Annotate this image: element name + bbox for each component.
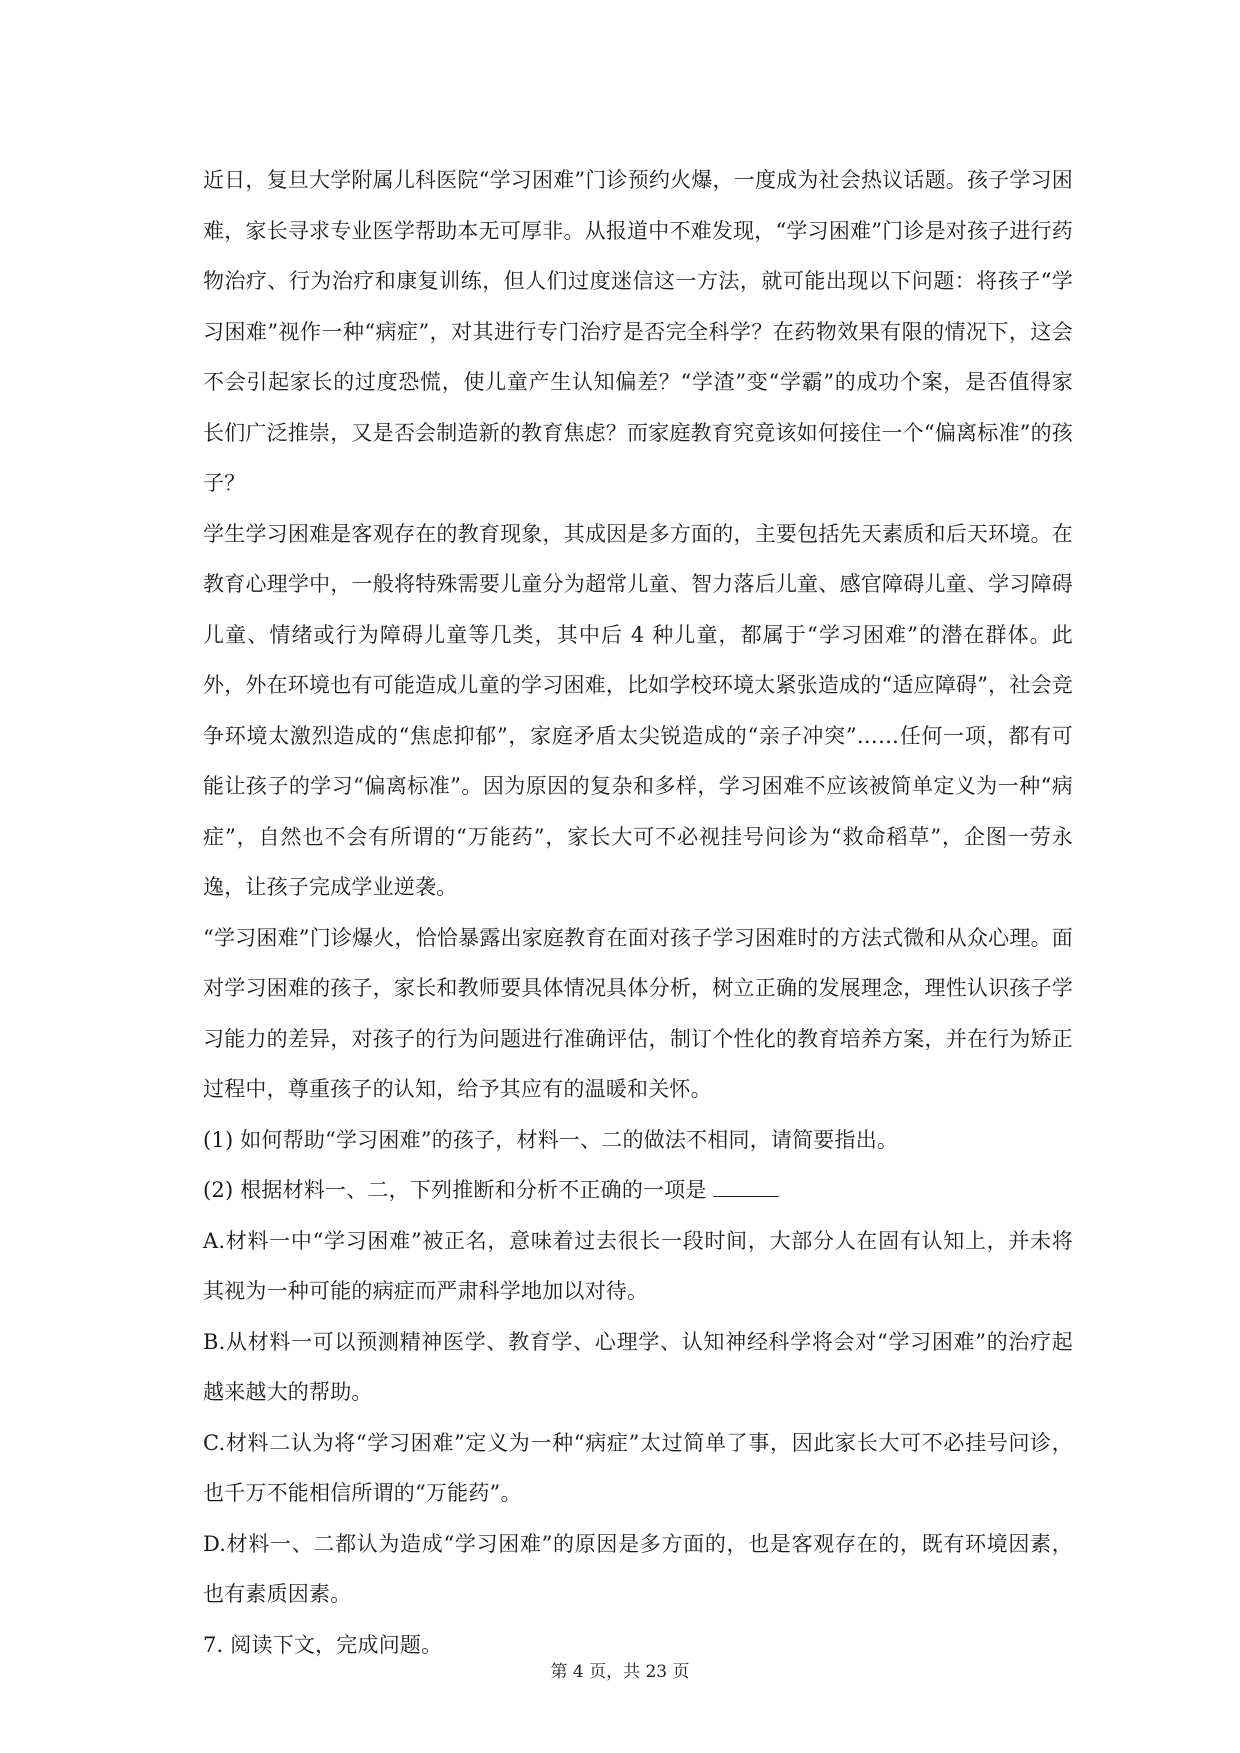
question-2: [203, 1165, 1073, 1216]
paragraph-1: 近日，复旦大学附属儿科医院“学习困难”门诊预约火爆，一度成为社会热议话题。孩子学习困难，家长寻求专业医学帮助本无可厚非。从报道中不难发现，“学习困难”门诊是对孩子进行药物治疗、行为治疗和康复训练，但人们过度迷信这一方法，就可能出现以下问题：将孩子“学习困难”视作一种“病症”，对其进行专门治疗是否完全科学？在药物效果有限的情况下，这会不会引起家长的过度恐慌，使儿童产生认知偏差？“学渣”变“学霸”的成功个案，是否值得家长们广泛推崇，又是否会制造新的教育焦虑？而家庭教育究竟该如何接住一个“偏离标准”的孩子？: [203, 168, 1073, 495]
document-body: [203, 155, 1073, 1670]
option-d: D.材料一、二都认为造成“学习困难”的原因是多方面的，也是客观存在的，既有环境因素，也有素质因素。: [203, 1531, 1073, 1606]
option-a: A.材料一中“学习困难”被正名，意味着过去很长一段时间，大部分人在固有认知上，并未将其视为一种可能的病症而严肃科学地加以对待。: [203, 1228, 1073, 1303]
page-footer: 第 4 页，共 23 页: [550, 1662, 690, 1682]
question-2-text: (2) 根据材料一、二，下列推断和分析不正确的一项是: [203, 1178, 707, 1202]
question-7: 7. 阅读下文，完成问题。: [203, 1632, 443, 1657]
option-c: C.材料二认为将“学习困难”定义为一种“病症”太过简单了事，因此家长大可不必挂号问诊，也千万不能相信所谓的“万能药”。: [203, 1430, 1073, 1505]
option-b: B.从材料一可以预测精神医学、教育学、心理学、认知神经科学将会对“学习困难”的治疗起越来越大的帮助。: [203, 1329, 1073, 1404]
answer-blank: [713, 1176, 779, 1197]
paragraph-2: 学生学习困难是客观存在的教育现象，其成因是多方面的，主要包括先天素质和后天环境。在教育心理学中，一般将特殊需要儿童分为超常儿童、智力落后儿童、感官障碍儿童、学习障碍儿童、情绪或行为障碍儿童等几类，其中后 4 种儿童，都属于“学习困难”的潜在群体。此外，外在环境也有可能造成儿童的学习困难，比如学校环境太紧张造成的“适应障碍”，社会竞争环境太激烈造成的“焦虑抑郁”，家庭矛盾太尖锐造成的“亲子冲突”……任何一项，都有可能让孩子的学习“偏离标准”。因为原因的复杂和多样，学习困难不应该被简单定义为一种“病症”，自然也不会有所谓的“万能药”，家长大可不必视挂号问诊为“救命稻草”，企图一劳永逸，让孩子完成学业逆袭。: [203, 521, 1073, 899]
paragraph-3: “学习困难”门诊爆火，恰恰暴露出家庭教育在面对孩子学习困难时的方法式微和从众心理。面对学习困难的孩子，家长和教师要具体情况具体分析，树立正确的发展理念，理性认识孩子学习能力的差异，对孩子的行为问题进行准确评估，制订个性化的教育培养方案，并在行为矫正过程中，尊重孩子的认知，给予其应有的温暖和关怀。: [203, 925, 1073, 1101]
question-1: (1) 如何帮助“学习困难”的孩子，材料一、二的做法不相同，请简要指出。: [203, 1127, 899, 1152]
